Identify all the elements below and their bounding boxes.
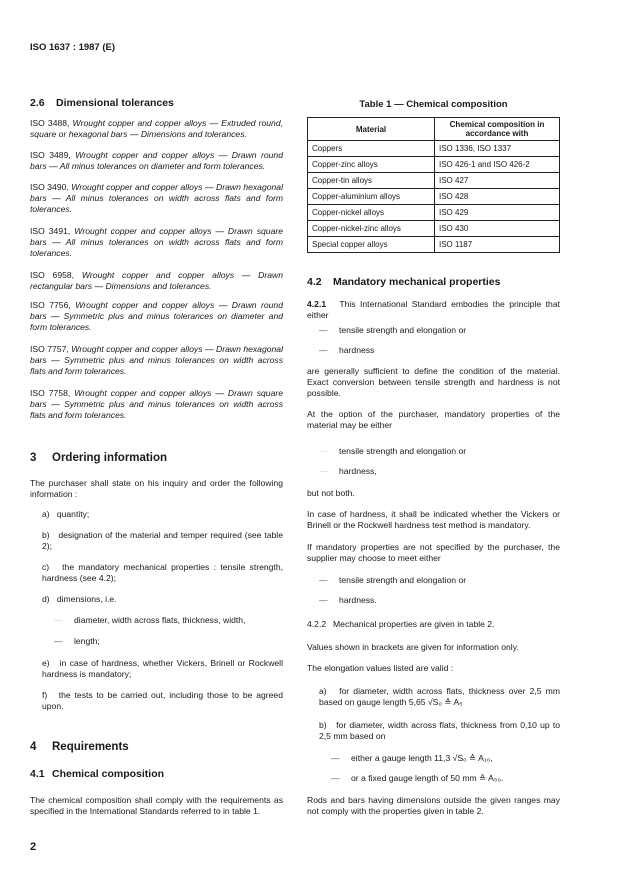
dash: — <box>319 466 328 476</box>
material-cell: Copper-nickel alloys <box>308 205 435 221</box>
list-item <box>307 575 572 586</box>
reference-item <box>30 226 283 259</box>
section-4-heading <box>30 742 283 753</box>
reference-item <box>30 150 283 172</box>
paragraph: If mandatory properties are not specified by the purchaser, the supplier may choose to meet either <box>307 542 560 563</box>
reference-item <box>30 388 283 421</box>
dimension-subitem <box>30 615 283 626</box>
item-text: dimensions, i.e. <box>56 594 117 604</box>
dash: — <box>331 773 340 783</box>
list-text: hardness. <box>339 595 377 605</box>
table-row <box>308 221 560 237</box>
reference-code: ISO 6958, <box>30 270 75 280</box>
dash: — <box>54 615 63 625</box>
reference-code: ISO 3489, <box>30 150 71 160</box>
clause-text: Mechanical properties are given in table 2. <box>333 619 495 629</box>
section-4-2-heading <box>307 277 560 288</box>
reference-code: ISO 7758, <box>30 388 71 398</box>
reference-item <box>30 270 283 292</box>
material-cell: Special copper alloys <box>308 237 435 253</box>
paragraph: but not both. <box>307 488 355 498</box>
reference-code: ISO 7757, <box>30 344 69 354</box>
list-text: tensile strength and elongation or <box>339 446 467 456</box>
paragraph: At the option of the purchaser, mandatory properties of the material may be either <box>307 409 560 430</box>
reference-title: Wrought copper and copper alloys — Drawn square bars — Symmetric plus and minus tolerances on width across flats and form tolerances. <box>30 388 284 420</box>
ordering-item <box>30 658 283 680</box>
dash: — <box>54 636 63 646</box>
table-header: Material <box>308 118 435 141</box>
item-text: for diameter, width across flats, thickness over 2,5 mm based on gauge length 5,65 √S₀ ≙ A₅ <box>319 686 560 707</box>
ordering-item <box>30 562 283 584</box>
material-cell: Coppers <box>308 141 435 157</box>
reference-code: ISO 3491, <box>30 226 71 236</box>
item-label: d) <box>42 594 50 604</box>
dash: — <box>319 446 328 456</box>
table-row <box>308 237 560 253</box>
table-row <box>308 141 560 157</box>
item-text: designation of the material and temper required (see table 2); <box>42 530 283 551</box>
list-item <box>307 773 560 784</box>
reference-item <box>30 300 283 333</box>
item-text: the mandatory mechanical properties : tensile strength, hardness (see 4.2); <box>42 562 283 583</box>
list-item <box>307 466 572 477</box>
reference-title: Wrought copper and copper alloys — Drawn hexagonal bars — Symmetric plus and minus tolerances on width across flats and form tolerances. <box>30 344 283 376</box>
list-item <box>307 686 560 708</box>
standard-cell: ISO 429 <box>435 205 560 221</box>
paragraph: Rods and bars having dimensions outside the given ranges may not comply with the properties given in table 2. <box>307 795 560 816</box>
reference-item <box>30 344 283 377</box>
heading-number: 4.1 <box>30 768 45 780</box>
section-2-6-heading <box>30 98 283 109</box>
heading-text: Mandatory mechanical properties <box>333 276 501 288</box>
item-label: f) <box>42 690 48 700</box>
dash: — <box>319 325 328 335</box>
item-label: a) <box>319 686 327 696</box>
reference-item <box>30 118 283 140</box>
dash: — <box>319 575 328 585</box>
reference-title: Wrought copper and copper alloys — Drawn rectangular bars — Dimensions and tolerances. <box>30 270 284 291</box>
dimension-subitem <box>30 636 283 647</box>
standard-cell: ISO 1336, ISO 1337 <box>435 141 560 157</box>
ordering-item <box>30 530 283 552</box>
list-item <box>307 720 560 742</box>
heading-text: Requirements <box>52 741 129 753</box>
heading-number: 4.2 <box>307 276 322 288</box>
table-header: Chemical composition in accordance with <box>435 118 560 141</box>
reference-title: Wrought copper and copper alloys — Drawn hexagonal bars — All minus tolerances on width across flats and form tolerances. <box>30 182 283 214</box>
table-row <box>308 189 560 205</box>
reference-item <box>30 182 283 215</box>
table-row <box>308 173 560 189</box>
item-label: e) <box>42 658 50 668</box>
material-cell: Copper-nickel-zinc alloys <box>308 221 435 237</box>
reference-title: Wrought copper and copper alloys — Drawn round bars — Symmetric plus and minus tolerances on diameter and form tolerances. <box>30 300 283 332</box>
item-label: b) <box>319 720 327 730</box>
standard-cell: ISO 428 <box>435 189 560 205</box>
clause-number: 4.2.2 <box>307 619 327 629</box>
ordering-item <box>30 594 283 605</box>
heading-number: 4 <box>30 741 37 753</box>
ordering-item <box>30 509 283 520</box>
list-item <box>307 595 572 606</box>
standard-cell: ISO 426-1 and ISO 426-2 <box>435 157 560 173</box>
item-text: quantity; <box>56 509 90 519</box>
heading-text: Dimensional tolerances <box>56 97 174 109</box>
reference-code: ISO 3490, <box>30 182 69 192</box>
list-text: tensile strength and elongation or <box>339 575 467 585</box>
table-row <box>308 205 560 221</box>
heading-text: Ordering information <box>52 452 167 464</box>
list-item <box>307 345 572 356</box>
list-text: hardness, <box>339 466 377 476</box>
table-1-title: Table 1 — Chemical composition <box>359 99 508 110</box>
standard-cell: ISO 430 <box>435 221 560 237</box>
heading-number: 3 <box>30 452 37 464</box>
paragraph: The elongation values listed are valid : <box>307 663 454 673</box>
standard-cell: ISO 1187 <box>435 237 560 253</box>
page-number: 2 <box>30 841 37 853</box>
list-text: either a gauge length 11,3 √S₀ ≙ A₁₀, <box>351 753 493 763</box>
item-label: a) <box>42 509 50 519</box>
item-label: b) <box>42 530 50 540</box>
paragraph-4-2-2 <box>307 619 560 630</box>
item-label: c) <box>42 562 50 572</box>
list-text: or a fixed gauge length of 50 mm ≙ A₅₀. <box>351 773 504 783</box>
chemical-composition-text: The chemical composition shall comply with the requirements as specified in the International Standards referred to in table 1. <box>30 795 283 816</box>
reference-title: Wrought copper and copper alloys — Drawn round bars — All minus tolerances on diameter and form tolerances. <box>30 150 283 171</box>
list-item <box>307 446 572 457</box>
item-text: in case of hardness, whether Vickers, Brinell or Rockwell hardness is mandatory; <box>42 658 283 679</box>
list-text: tensile strength and elongation or <box>339 325 467 335</box>
material-cell: Copper-aluminium alloys <box>308 189 435 205</box>
item-text: diameter, width across flats, thickness, width, <box>74 615 246 625</box>
dash: — <box>319 595 328 605</box>
clause-text: This International Standard embodies the principle that either <box>307 299 560 320</box>
standard-cell: ISO 427 <box>435 173 560 189</box>
list-item <box>307 753 560 764</box>
section-4-1-heading <box>30 769 283 780</box>
clause-number: 4.2.1 <box>307 299 327 309</box>
section-3-heading <box>30 453 283 464</box>
paragraph-4-2-1 <box>307 299 560 321</box>
material-cell: Copper-tin alloys <box>308 173 435 189</box>
dash: — <box>331 753 340 763</box>
item-text: for diameter, width across flats, thickness from 0,10 up to 2,5 mm based on <box>319 720 560 741</box>
heading-text: Chemical composition <box>52 768 165 780</box>
item-text: length; <box>74 636 100 646</box>
paragraph: are generally sufficient to define the condition of the material. Exact conversion between tensile strength and hardness is not possible. <box>307 366 560 398</box>
material-cell: Copper-zinc alloys <box>308 157 435 173</box>
reference-code: ISO 7756, <box>30 300 71 310</box>
table-row <box>308 157 560 173</box>
list-item <box>307 325 572 336</box>
paragraph: In case of hardness, it shall be indicated whether the Vickers or Brinell or the Rockwell hardness test method is mandatory. <box>307 509 560 530</box>
reference-title: Wrought copper and copper alloys — Drawn square bars — All minus tolerances on width across flats and form tolerances. <box>30 226 284 258</box>
ordering-item <box>30 690 283 712</box>
heading-number: 2.6 <box>30 97 45 109</box>
document-header: ISO 1637 : 1987 (E) <box>30 42 116 53</box>
reference-title: Wrought copper and copper alloys — Extruded round, square or hexagonal bars — Dimensions and tolerances. <box>30 118 283 139</box>
ordering-intro: The purchaser shall state on his inquiry and order the following information : <box>30 478 283 499</box>
chemical-composition-table <box>307 117 560 253</box>
dash: — <box>319 345 328 355</box>
paragraph: Values shown in brackets are given for information only. <box>307 642 519 652</box>
list-text: hardness <box>339 345 375 355</box>
reference-code: ISO 3488, <box>30 118 70 128</box>
item-text: the tests to be carried out, including those to be agreed upon. <box>42 690 283 711</box>
